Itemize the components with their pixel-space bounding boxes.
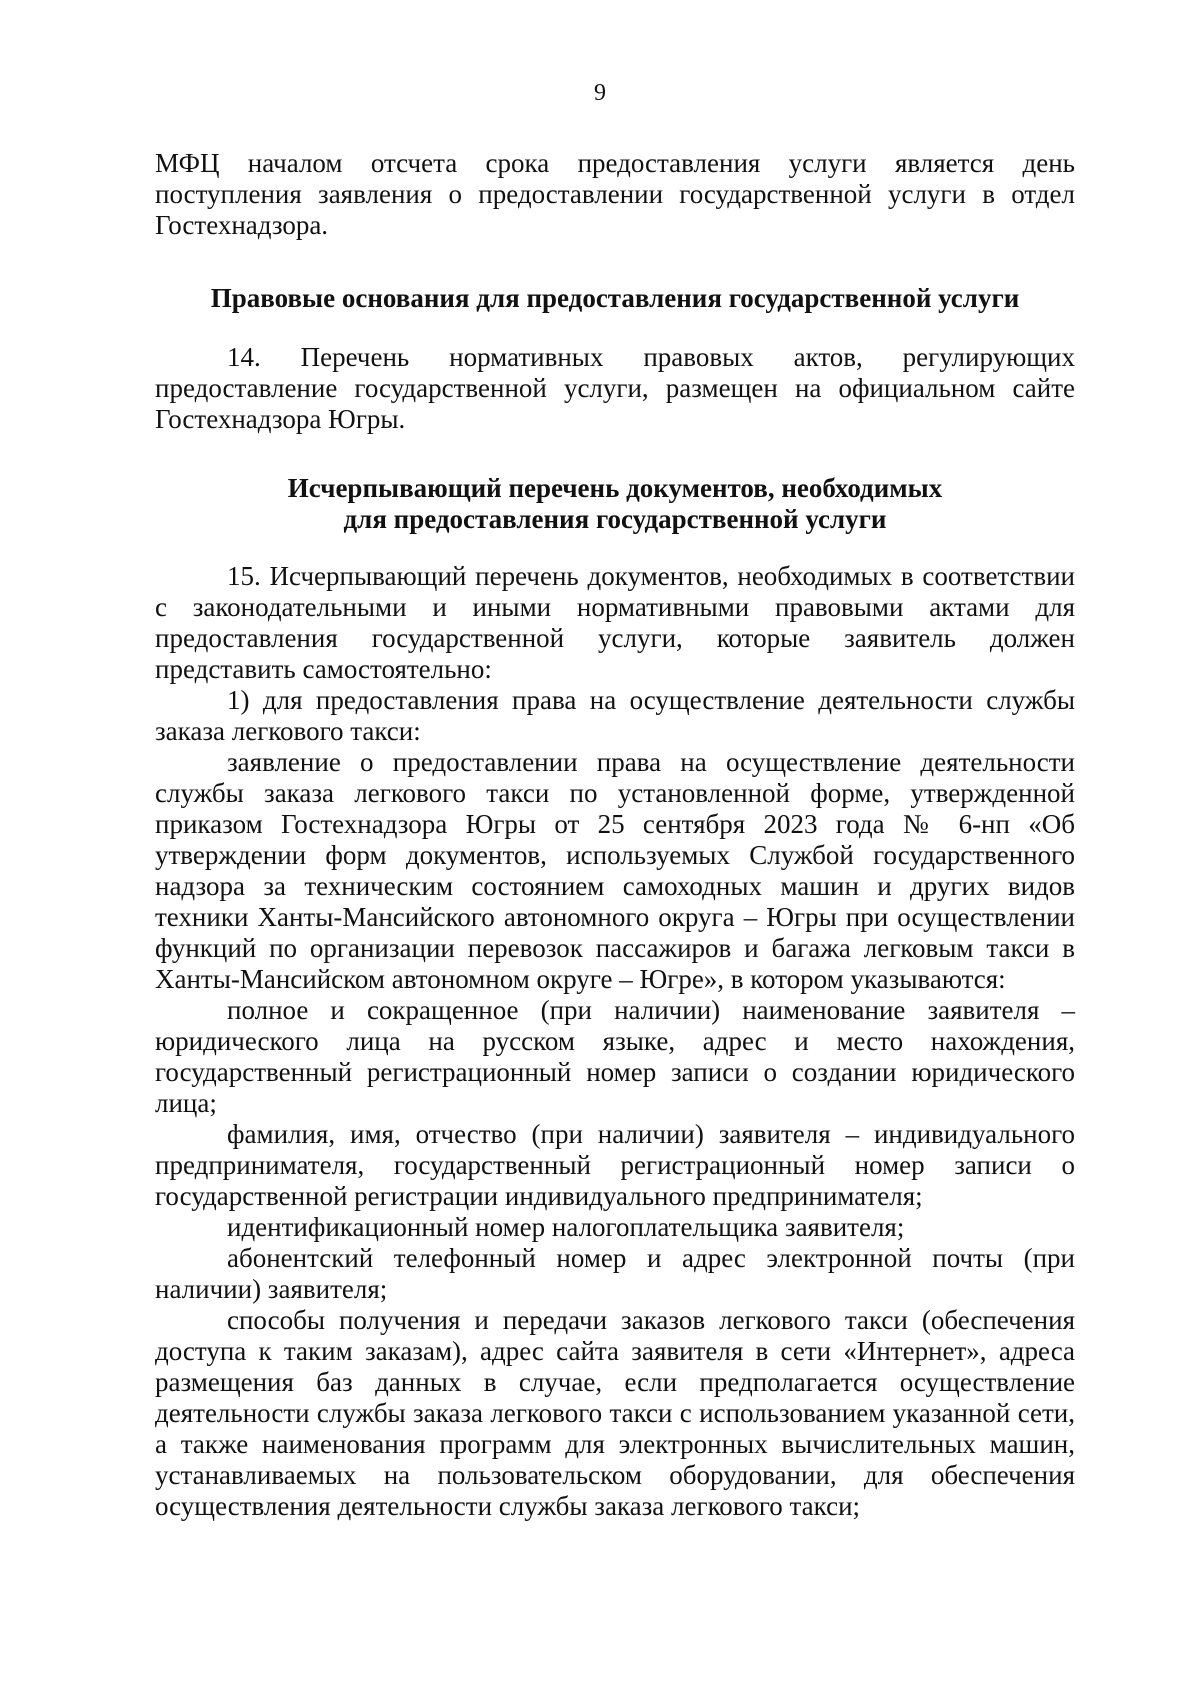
paragraph-application: заявление о предоставлении права на осуществление деятельности службы заказа легкового такси по установленной форме, утвержденной приказом Гостехнадзора Югры от 25 сентября 2023 года № 6-нп «Об утверждении форм документов, используемых Службой государственного надзора за техническим состоянием самоходных машин и других видов техники Ханты-Мансийского автономного округа – Югры при осуществлении функций по организации перевозок пассажиров и багажа легковым такси в Ханты-Мансийском автономном округе – Югре», в котором указываются:	[155, 747, 1075, 994]
page-number: 9	[594, 80, 606, 106]
section-heading-legal-basis: Правовые основания для предоставления государственной услуги	[210, 283, 1020, 313]
paragraph-order-methods: способы получения и передачи заказов легкового такси (обеспечения доступа к таким заказам), адрес сайта заявителя в сети «Интернет», адреса размещения баз данных в случае, если предполагается осуществление деятельности службы заказа легкового такси с использованием указанной сети, а также наименования программ для электронных вычислительных машин, устанавливаемых на пользовательском оборудовании, для обеспечения осуществления деятельности службы заказа легкового такси;	[155, 1305, 1075, 1521]
paragraph-14: 14. Перечень нормативных правовых актов, регулирующих предоставление государственной услуги, размещен на официальном сайте Гостехнадзора Югры.	[155, 342, 1075, 434]
document-body	[155, 148, 1075, 1522]
paragraph-full-name: полное и сокращенное (при наличии) наименование заявителя – юридического лица на русском языке, адрес и место нахождения, государственный регистрационный номер записи о создании юридического лица;	[155, 995, 1075, 1118]
section-heading-line-1: Исчерпывающий перечень документов, необходимых	[287, 473, 943, 503]
section-heading-documents-list	[155, 473, 1075, 535]
section-heading-line-2: для предоставления государственной услуги	[343, 504, 887, 534]
paragraph-inn: идентификационный номер налогоплательщика заявителя;	[227, 1212, 905, 1242]
paragraph-continuation: МФЦ началом отсчета срока предоставления услуги является день поступления заявления о предоставлении государственной услуги в отдел Гостехнадзора.	[155, 148, 1075, 240]
list-item-1: 1) для предоставления права на осуществление деятельности службы заказа легкового такси:	[155, 685, 1075, 746]
paragraph-15: 15. Исчерпывающий перечень документов, необходимых в соответствии с законодательными и иными нормативными правовыми актами для предоставления государственной услуги, которые заявитель должен представить самостоятельно:	[155, 561, 1075, 684]
paragraph-individual-entrepreneur: фамилия, имя, отчество (при наличии) заявителя – индивидуального предпринимателя, государственный регистрационный номер записи о государственной регистрации индивидуального предпринимателя;	[155, 1119, 1075, 1211]
paragraph-phone-email: абонентский телефонный номер и адрес электронной почты (при наличии) заявителя;	[155, 1243, 1075, 1304]
